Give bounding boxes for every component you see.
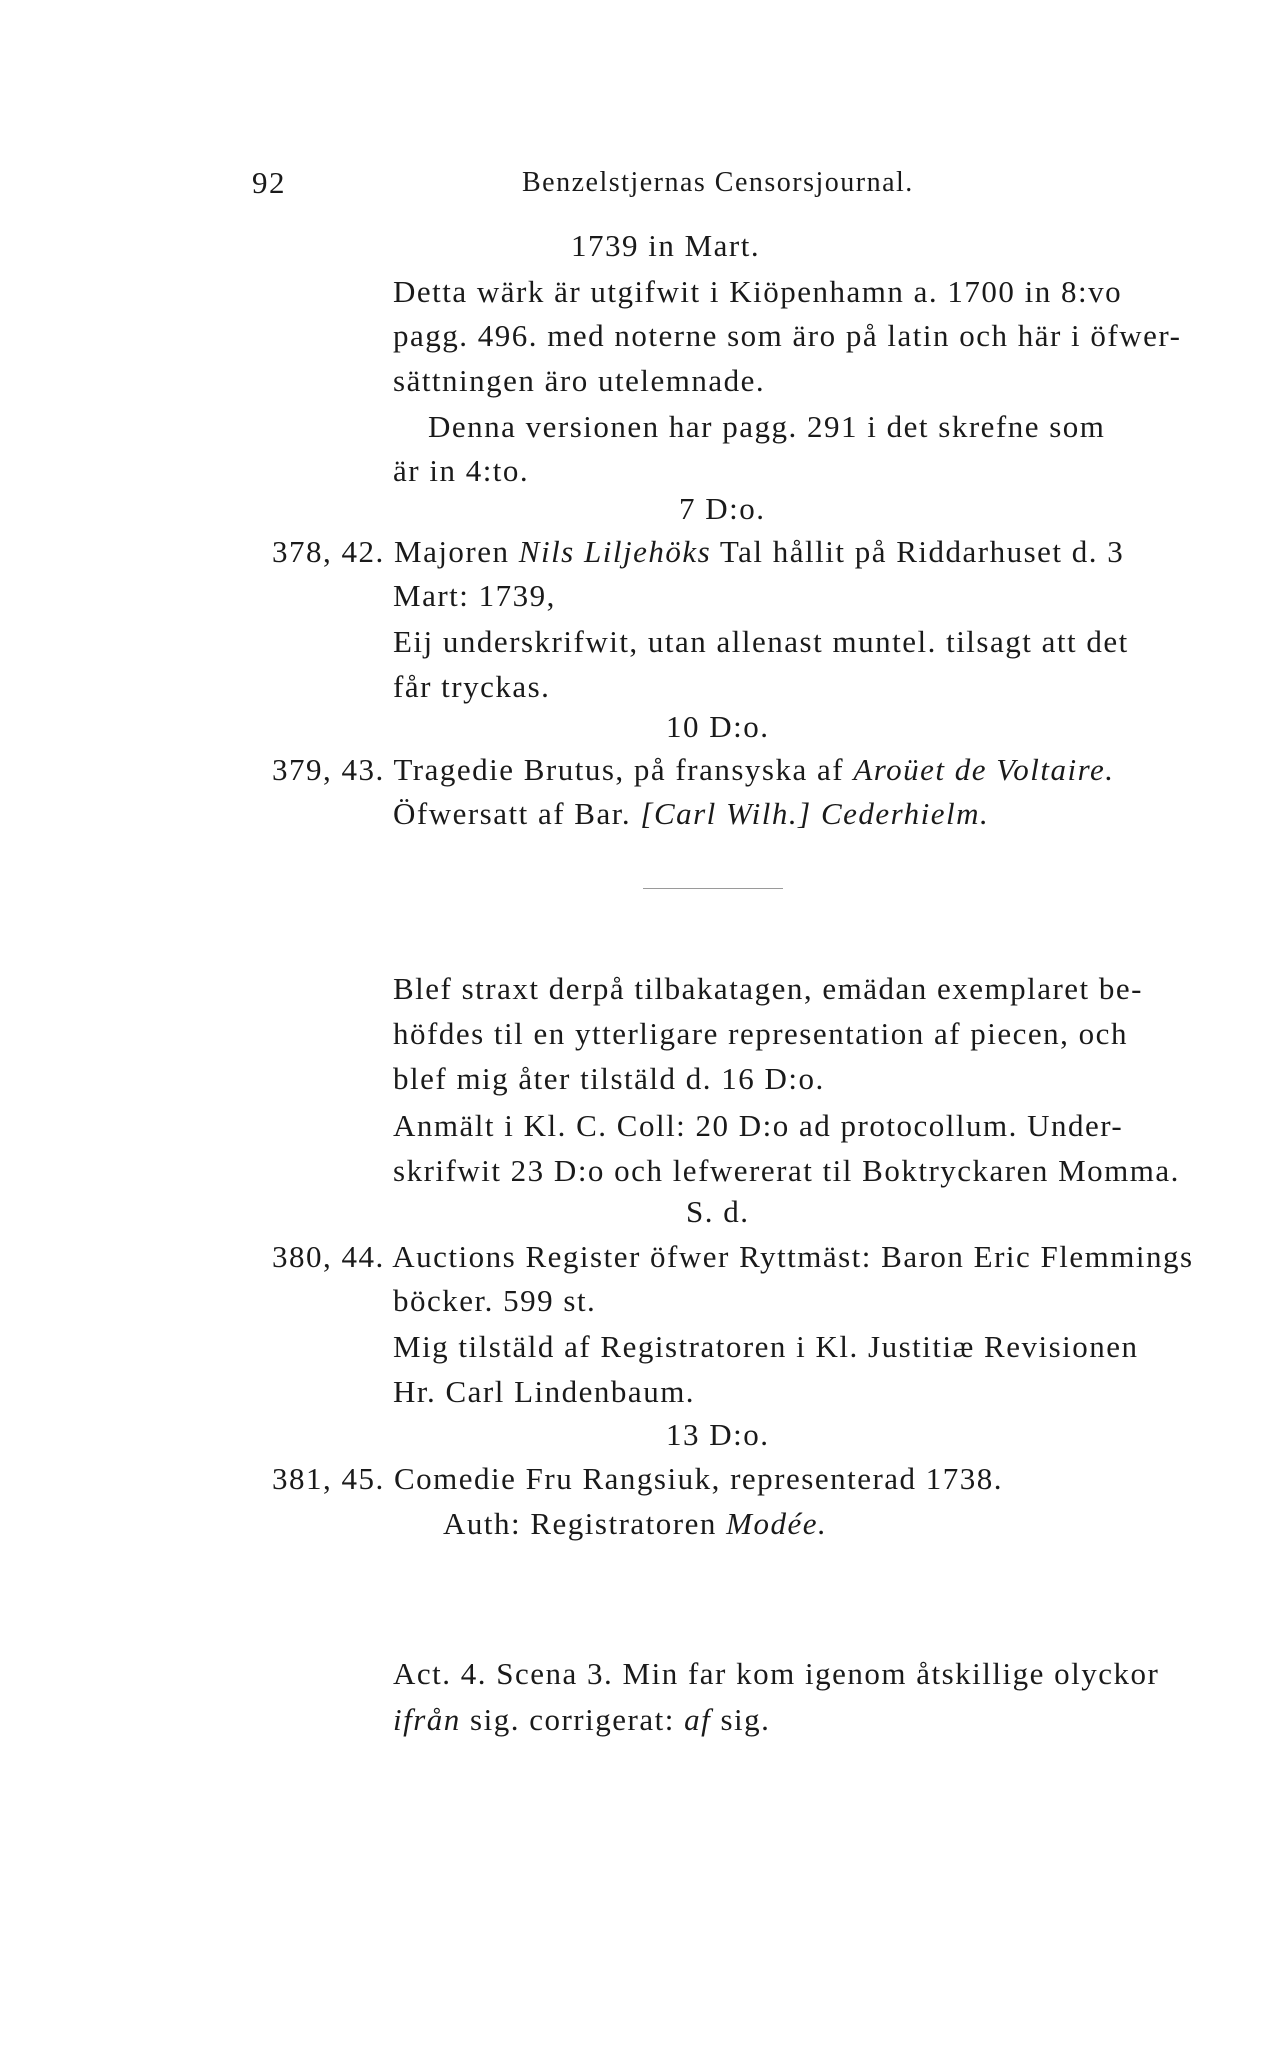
page-number: 92 <box>252 165 286 200</box>
text-line: Anmält i Kl. C. Coll: 20 D:o ad protocollum. Under- <box>393 1108 1124 1143</box>
text-line: Blef straxt derpå tilbakatagen, emädan exemplaret be- <box>393 971 1143 1006</box>
date-heading: S. d. <box>686 1194 750 1229</box>
text-line: Mart: 1739, <box>393 578 556 613</box>
running-title: Benzelstjernas Censorsjournal. <box>522 167 914 198</box>
entry-text: Öfwersatt af Bar. <box>393 796 641 831</box>
text-line: höfdes til en ytterligare representation af piecen, och <box>393 1016 1128 1051</box>
entry-381-line2 <box>443 1505 827 1543</box>
corrected-word: af <box>684 1702 712 1737</box>
text-line: böcker. 599 st. <box>393 1283 597 1318</box>
text-line: Eij underskrifwit, utan allenast muntel. tilsagt att det <box>393 624 1129 659</box>
text-line: pagg. 496. med noterne som äro på latin och här i öfwer- <box>393 318 1182 353</box>
text-line: Denna versionen har pagg. 291 i det skrefne som <box>428 409 1106 444</box>
text-line: blef mig åter tilstäld d. 16 D:o. <box>393 1061 825 1096</box>
entry-381: 381, 45. Comedie Fru Rangsiuk, representerad 1738. <box>272 1461 1004 1496</box>
text-line: Detta wärk är utgifwit i Kiöpenhamn a. 1700 in 8:vo <box>393 274 1123 309</box>
section-divider <box>643 888 783 889</box>
author-name: Aroüet de Voltaire. <box>853 752 1115 787</box>
text-line: skrifwit 23 D:o och lefwererat til Boktryckaren Momma. <box>393 1153 1180 1188</box>
text-line: Hr. Carl Lindenbaum. <box>393 1374 696 1409</box>
entry-379 <box>272 751 1115 789</box>
text-line: får tryckas. <box>393 669 551 704</box>
entry-text: 379, 43. Tragedie Brutus, på fransyska af <box>272 752 854 787</box>
text-line: är in 4:to. <box>393 453 530 488</box>
date-heading: 1739 in Mart. <box>571 228 761 263</box>
entry-text: Tal hållit på Riddarhuset d. 3 <box>711 534 1125 569</box>
date-heading: 13 D:o. <box>666 1417 770 1452</box>
author-name: Modée. <box>726 1506 828 1541</box>
person-name: Nils Liljehöks <box>518 534 712 569</box>
entry-380: 380, 44. Auctions Register öfwer Ryttmäst: Baron Eric Flemmings <box>272 1239 1194 1274</box>
entry-text: 378, 42. Majoren <box>272 534 519 569</box>
entry-text: sig. <box>711 1702 771 1737</box>
translator-name: [Carl Wilh.] Cederhielm. <box>640 796 990 831</box>
text-line: Act. 4. Scena 3. Min far kom igenom åtskillige olyckor <box>393 1656 1160 1691</box>
entry-378 <box>272 533 1124 571</box>
correction-line <box>393 1701 770 1739</box>
original-word: ifrån <box>393 1702 461 1737</box>
entry-379-line2 <box>393 795 989 833</box>
text-line: Mig tilstäld af Registratoren i Kl. Justitiæ Revisionen <box>393 1329 1139 1364</box>
date-heading: 10 D:o. <box>666 709 770 744</box>
text-line: sättningen äro utelemnade. <box>393 363 766 398</box>
entry-text: Auth: Registratoren <box>443 1506 727 1541</box>
date-heading: 7 D:o. <box>679 491 766 526</box>
entry-text: sig. corrigerat: <box>460 1702 685 1737</box>
